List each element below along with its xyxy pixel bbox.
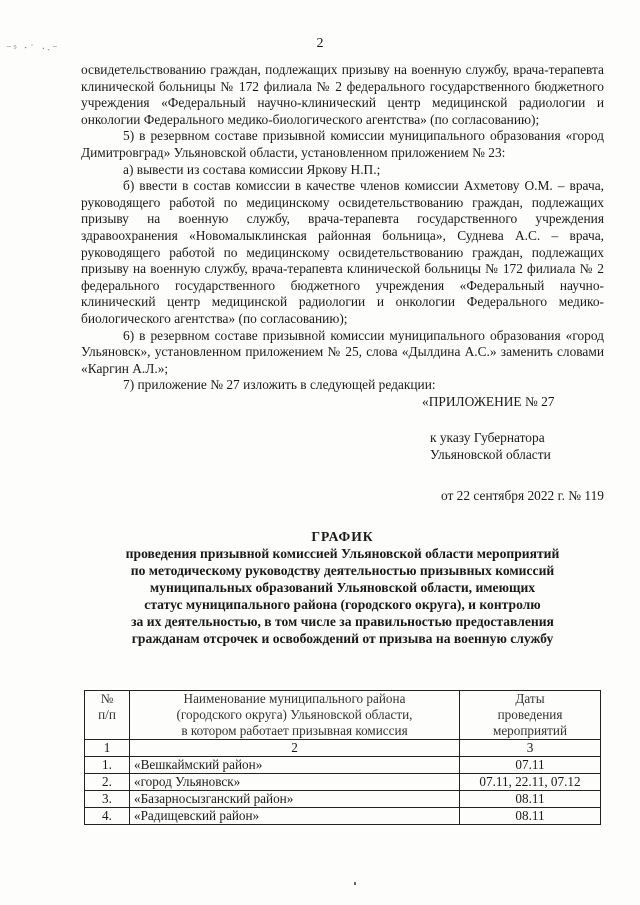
heading-line: за их деятельностью, в том числе за правильностью предоставления <box>131 614 554 630</box>
heading-line: муниципальных образований Ульяновской области, имеющих <box>149 580 536 596</box>
document-body <box>81 62 604 647</box>
heading-line: статус муниципального района (городского округа), и контролю <box>144 597 541 613</box>
header-dates: Даты проведения мероприятий <box>460 691 601 740</box>
header-number: № п/п <box>85 691 130 740</box>
row-dates: 08.11 <box>460 808 601 825</box>
schedule-title: ГРАФИК <box>311 529 374 545</box>
appendix-decree: к указу Губернатора <box>430 430 545 446</box>
table-row <box>85 774 601 791</box>
header-name: Наименование муниципального района (городского округа) Ульяновской области, в котором работает призывная комиссия <box>130 691 460 740</box>
heading-line: гражданам отсрочек и освобождений от призыва на военную службу <box>131 631 554 647</box>
row-district: «Вешкаймский район» <box>130 757 460 774</box>
paragraph: а) вывести из состава комиссии Яркову Н.П.; <box>123 161 381 177</box>
row-dates: 07.11 <box>460 757 601 774</box>
paragraph: б) ввести в состав комиссии в качестве членов комиссии Ахметову О.М. – врача, руководящего работой по медицинскому освидетельствованию граждан, подлежащих призыву на военную службу, врача-терапевта государственного учреждения здравоохранения «Новомалыклинская районная больница», Суднева А.С. – врача, руководящего работой по медицинскому освидетельствованию граждан, подлежащих призыву на военную службу, врача-терапевта клинической больницы № 172 филиала № 2 федерального государственного бюджетного учреждения «Федеральный научно-клинический центр медицинской радиологии и онкологии Федерального медико-биологического агентства» (по согласованию); <box>81 178 604 326</box>
paragraph: 5) в резервном составе призывной комиссии муниципального образования «город Димитровград» Ульяновской области, установленном приложением № 23: <box>81 128 604 160</box>
paragraph: 6) в резервном составе призывной комиссии муниципального образования «город Ульяновск», установленном приложением № 25, слова «Дылдина А.С.» заменить словами «Каргин А.Л.»; <box>81 327 604 376</box>
row-number: 4. <box>85 808 130 825</box>
scan-artifact: ⁻ˢ ˑ˙ ·˴⁻ <box>6 44 60 55</box>
schedule-heading <box>81 528 604 647</box>
row-number: 1. <box>85 757 130 774</box>
scan-speck <box>354 882 356 885</box>
row-district: «Радищевский район» <box>130 808 460 825</box>
row-number: 3. <box>85 791 130 808</box>
heading-line: проведения призывной комиссией Ульяновской области мероприятий <box>125 546 560 562</box>
table-column-numbers <box>85 740 601 757</box>
column-number: 3 <box>460 740 601 757</box>
schedule-table <box>84 690 601 825</box>
paragraph: освидетельствованию граждан, подлежащих призыву на военную службу, врача-терапевта клинической больницы № 172 филиала № 2 федерального государственного бюджетного учреждения «Федеральный научно-клинический центр медицинской радиологии и онкологии Федерального медико-биологического агентства» (по согласованию); <box>81 62 604 127</box>
heading-line: по методическому руководству деятельностью призывных комиссий <box>130 563 555 579</box>
column-number: 2 <box>130 740 460 757</box>
table-row <box>85 791 601 808</box>
page-number: 2 <box>316 36 324 51</box>
table-row <box>85 757 601 774</box>
table-row <box>85 808 601 825</box>
row-dates: 07.11, 22.11, 07.12 <box>460 774 601 791</box>
paragraph: 7) приложение № 27 изложить в следующей редакции: <box>123 377 436 393</box>
appendix-date: от 22 сентября 2022 г. № 119 <box>440 487 604 503</box>
row-district: «Базарносызганский район» <box>130 791 460 808</box>
column-number: 1 <box>85 740 130 757</box>
appendix-title: «ПРИЛОЖЕНИЕ № 27 <box>422 393 555 409</box>
table-header-row <box>85 691 601 740</box>
appendix-region: Ульяновской области <box>430 447 551 463</box>
row-number: 2. <box>85 774 130 791</box>
row-district: «город Ульяновск» <box>130 774 460 791</box>
row-dates: 08.11 <box>460 791 601 808</box>
